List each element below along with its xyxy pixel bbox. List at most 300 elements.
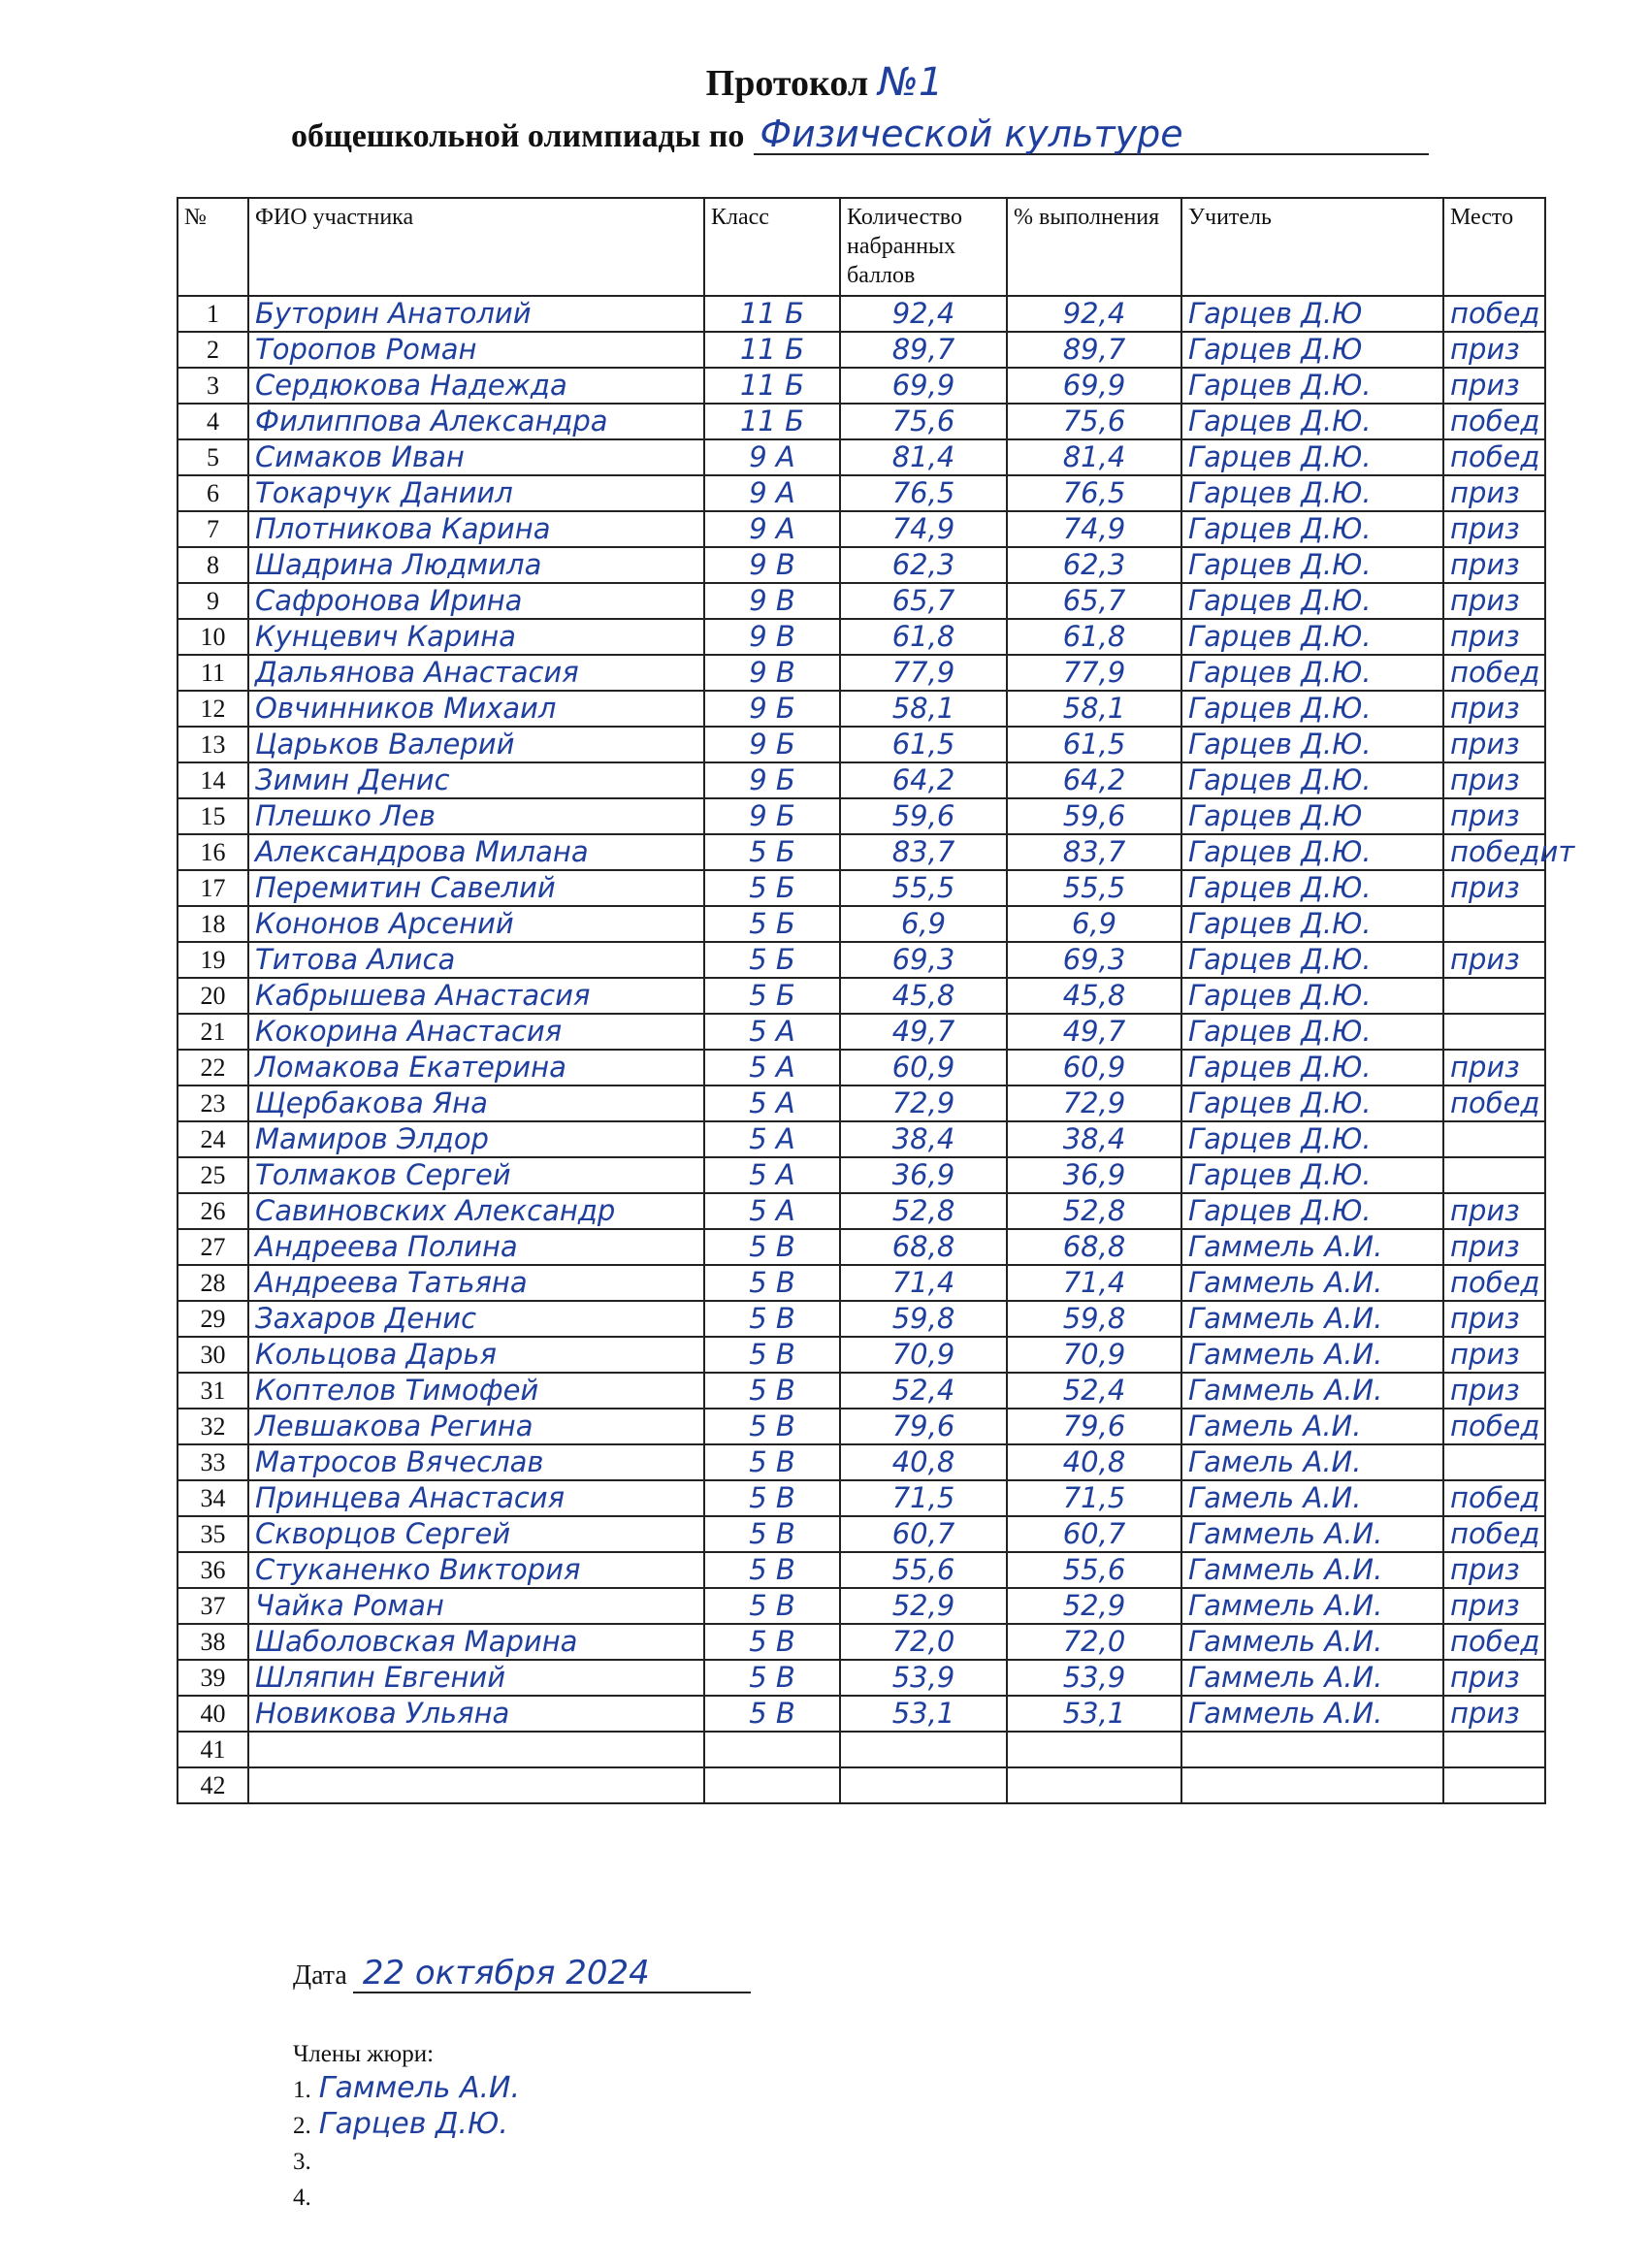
- teacher-cell: Гарцев Д.Ю.: [1181, 1014, 1443, 1050]
- row-number: 16: [178, 834, 248, 870]
- percent-cell: 71,4: [1007, 1265, 1181, 1301]
- teacher-cell: Гарцев Д.Ю.: [1181, 1157, 1443, 1193]
- percent-cell: 79,6: [1007, 1409, 1181, 1444]
- place-cell: приз: [1443, 691, 1545, 727]
- participant-name: Савиновских Александр: [248, 1193, 704, 1229]
- percent-cell: 61,8: [1007, 619, 1181, 655]
- class-cell: 5 В: [704, 1696, 840, 1732]
- participant-name: Плешко Лев: [248, 798, 704, 834]
- place-cell: [1443, 978, 1545, 1014]
- percent-cell: 81,4: [1007, 439, 1181, 475]
- row-number: 32: [178, 1409, 248, 1444]
- participant-name: Левшакова Регина: [248, 1409, 704, 1444]
- row-number: 25: [178, 1157, 248, 1193]
- row-number: 22: [178, 1050, 248, 1085]
- row-number: 18: [178, 906, 248, 942]
- class-cell: 9 Б: [704, 727, 840, 762]
- table-row: [178, 1193, 1545, 1229]
- participant-name: [248, 1732, 704, 1767]
- score-cell: 69,3: [840, 942, 1007, 978]
- table-row: [178, 1588, 1545, 1624]
- table-row: [178, 511, 1545, 547]
- score-cell: 89,7: [840, 332, 1007, 368]
- row-number: 27: [178, 1229, 248, 1265]
- percent-cell: 69,3: [1007, 942, 1181, 978]
- table-row: [178, 1660, 1545, 1696]
- table-row: [178, 1121, 1545, 1157]
- participant-name: Кунцевич Карина: [248, 619, 704, 655]
- table-row: [178, 1696, 1545, 1732]
- score-cell: 52,8: [840, 1193, 1007, 1229]
- row-number: 13: [178, 727, 248, 762]
- class-cell: 9 Б: [704, 762, 840, 798]
- participant-name: Сердюкова Надежда: [248, 368, 704, 404]
- class-cell: 5 А: [704, 1121, 840, 1157]
- row-number: 17: [178, 870, 248, 906]
- participant-name: Царьков Валерий: [248, 727, 704, 762]
- score-cell: 53,1: [840, 1696, 1007, 1732]
- teacher-cell: Гарцев Д.Ю.: [1181, 1121, 1443, 1157]
- teacher-cell: Гарцев Д.Ю.: [1181, 655, 1443, 691]
- jury-member-name: Гарцев Д.Ю.: [318, 2107, 508, 2141]
- teacher-cell: Гарцев Д.Ю.: [1181, 583, 1443, 619]
- class-cell: 5 В: [704, 1229, 840, 1265]
- participant-name: Кольцова Дарья: [248, 1337, 704, 1373]
- table-row: [178, 655, 1545, 691]
- score-cell: 72,0: [840, 1624, 1007, 1660]
- row-number: 29: [178, 1301, 248, 1337]
- teacher-cell: Гарцев Д.Ю.: [1181, 404, 1443, 439]
- participant-name: Симаков Иван: [248, 439, 704, 475]
- row-number: 31: [178, 1373, 248, 1409]
- place-cell: [1443, 906, 1545, 942]
- percent-cell: 74,9: [1007, 511, 1181, 547]
- col-header-name: ФИО участника: [248, 198, 704, 296]
- class-cell: 5 В: [704, 1409, 840, 1444]
- percent-cell: 92,4: [1007, 296, 1181, 332]
- table-row: [178, 834, 1545, 870]
- class-cell: [704, 1767, 840, 1803]
- score-cell: 38,4: [840, 1121, 1007, 1157]
- row-number: 23: [178, 1085, 248, 1121]
- score-cell: 61,8: [840, 619, 1007, 655]
- place-cell: побед: [1443, 1516, 1545, 1552]
- table-row: [178, 1014, 1545, 1050]
- percent-cell: 55,5: [1007, 870, 1181, 906]
- participant-name: Торопов Роман: [248, 332, 704, 368]
- score-cell: 52,9: [840, 1588, 1007, 1624]
- teacher-cell: Гарцев Д.Ю.: [1181, 547, 1443, 583]
- place-cell: приз: [1443, 1696, 1545, 1732]
- participant-name: Токарчук Даниил: [248, 475, 704, 511]
- table-row: [178, 870, 1545, 906]
- table-row: [178, 1732, 1545, 1767]
- table-row: [178, 1624, 1545, 1660]
- percent-cell: 49,7: [1007, 1014, 1181, 1050]
- place-cell: побед: [1443, 1480, 1545, 1516]
- participant-name: Чайка Роман: [248, 1588, 704, 1624]
- teacher-cell: Гарцев Д.Ю.: [1181, 691, 1443, 727]
- place-cell: приз: [1443, 1588, 1545, 1624]
- table-row: [178, 762, 1545, 798]
- class-cell: 5 В: [704, 1660, 840, 1696]
- percent-cell: 75,6: [1007, 404, 1181, 439]
- teacher-cell: Гарцев Д.Ю.: [1181, 1050, 1443, 1085]
- score-cell: 71,5: [840, 1480, 1007, 1516]
- class-cell: 5 В: [704, 1265, 840, 1301]
- row-number: 10: [178, 619, 248, 655]
- protocol-number: №1: [878, 60, 944, 105]
- percent-cell: [1007, 1732, 1181, 1767]
- table-row: [178, 1409, 1545, 1444]
- score-cell: 71,4: [840, 1265, 1007, 1301]
- percent-cell: 71,5: [1007, 1480, 1181, 1516]
- place-cell: приз: [1443, 727, 1545, 762]
- place-cell: побед: [1443, 404, 1545, 439]
- participant-name: Стуканенко Виктория: [248, 1552, 704, 1588]
- score-cell: 92,4: [840, 296, 1007, 332]
- subject-value: Физической культуре: [754, 114, 1429, 155]
- class-cell: 9 В: [704, 655, 840, 691]
- teacher-cell: Гарцев Д.Ю.: [1181, 906, 1443, 942]
- place-cell: побед: [1443, 1085, 1545, 1121]
- place-cell: приз: [1443, 1373, 1545, 1409]
- percent-cell: 58,1: [1007, 691, 1181, 727]
- row-number: 9: [178, 583, 248, 619]
- score-cell: 77,9: [840, 655, 1007, 691]
- score-cell: 60,9: [840, 1050, 1007, 1085]
- teacher-cell: Гарцев Д.Ю.: [1181, 1193, 1443, 1229]
- percent-cell: 52,8: [1007, 1193, 1181, 1229]
- row-number: 4: [178, 404, 248, 439]
- row-number: 1: [178, 296, 248, 332]
- participant-name: Титова Алиса: [248, 942, 704, 978]
- date-value: 22 октября 2024: [353, 1955, 751, 1993]
- place-cell: побед: [1443, 1409, 1545, 1444]
- participant-name: Скворцов Сергей: [248, 1516, 704, 1552]
- participant-name: Дальянова Анастасия: [248, 655, 704, 691]
- place-cell: побед: [1443, 1624, 1545, 1660]
- teacher-cell: Гарцев Д.Ю.: [1181, 870, 1443, 906]
- place-cell: приз: [1443, 798, 1545, 834]
- percent-cell: 89,7: [1007, 332, 1181, 368]
- score-cell: 83,7: [840, 834, 1007, 870]
- table-row: [178, 1480, 1545, 1516]
- class-cell: 5 Б: [704, 942, 840, 978]
- participant-name: Толмаков Сергей: [248, 1157, 704, 1193]
- score-cell: 59,6: [840, 798, 1007, 834]
- participant-name: Захаров Денис: [248, 1301, 704, 1337]
- place-cell: приз: [1443, 1301, 1545, 1337]
- table-row: [178, 368, 1545, 404]
- table-row: [178, 296, 1545, 332]
- place-cell: побед: [1443, 655, 1545, 691]
- row-number: 34: [178, 1480, 248, 1516]
- row-number: 24: [178, 1121, 248, 1157]
- place-cell: приз: [1443, 942, 1545, 978]
- teacher-cell: Гарцев Д.Ю.: [1181, 439, 1443, 475]
- participant-name: Овчинников Михаил: [248, 691, 704, 727]
- place-cell: [1443, 1732, 1545, 1767]
- row-number: 21: [178, 1014, 248, 1050]
- score-cell: 52,4: [840, 1373, 1007, 1409]
- teacher-cell: Гарцев Д.Ю: [1181, 332, 1443, 368]
- row-number: 6: [178, 475, 248, 511]
- score-cell: 62,3: [840, 547, 1007, 583]
- row-number: 8: [178, 547, 248, 583]
- table-row: [178, 1767, 1545, 1803]
- percent-cell: 6,9: [1007, 906, 1181, 942]
- percent-cell: [1007, 1767, 1181, 1803]
- percent-cell: 60,9: [1007, 1050, 1181, 1085]
- percent-cell: 76,5: [1007, 475, 1181, 511]
- row-number: 41: [178, 1732, 248, 1767]
- score-cell: 55,6: [840, 1552, 1007, 1588]
- class-cell: 5 В: [704, 1588, 840, 1624]
- table-row: [178, 727, 1545, 762]
- teacher-cell: Гарцев Д.Ю.: [1181, 368, 1443, 404]
- class-cell: 5 А: [704, 1014, 840, 1050]
- subject-line: [291, 114, 1429, 155]
- class-cell: 5 В: [704, 1552, 840, 1588]
- row-number: 7: [178, 511, 248, 547]
- class-cell: 5 В: [704, 1624, 840, 1660]
- place-cell: победит: [1443, 834, 1545, 870]
- class-cell: 5 Б: [704, 906, 840, 942]
- class-cell: 11 Б: [704, 404, 840, 439]
- jury-member: 4.: [293, 2185, 311, 2211]
- teacher-cell: Гаммель А.И.: [1181, 1588, 1443, 1624]
- table-row: [178, 798, 1545, 834]
- percent-cell: 59,8: [1007, 1301, 1181, 1337]
- participant-name: Сафронова Ирина: [248, 583, 704, 619]
- percent-cell: 59,6: [1007, 798, 1181, 834]
- teacher-cell: Гаммель А.И.: [1181, 1229, 1443, 1265]
- score-cell: [840, 1732, 1007, 1767]
- teacher-cell: Гаммель А.И.: [1181, 1660, 1443, 1696]
- participant-name: Шляпин Евгений: [248, 1660, 704, 1696]
- class-cell: 5 Б: [704, 870, 840, 906]
- participant-name: Матросов Вячеслав: [248, 1444, 704, 1480]
- score-cell: 49,7: [840, 1014, 1007, 1050]
- score-cell: 74,9: [840, 511, 1007, 547]
- teacher-cell: Гаммель А.И.: [1181, 1624, 1443, 1660]
- participant-name: Щербакова Яна: [248, 1085, 704, 1121]
- teacher-cell: [1181, 1732, 1443, 1767]
- place-cell: приз: [1443, 1193, 1545, 1229]
- table-row: [178, 1301, 1545, 1337]
- table-row: [178, 691, 1545, 727]
- participant-name: Ломакова Екатерина: [248, 1050, 704, 1085]
- table-header-row: [178, 198, 1545, 296]
- table-row: [178, 1552, 1545, 1588]
- percent-cell: 64,2: [1007, 762, 1181, 798]
- teacher-cell: Гаммель А.И.: [1181, 1552, 1443, 1588]
- table-row: [178, 1050, 1545, 1085]
- score-cell: 65,7: [840, 583, 1007, 619]
- class-cell: 5 В: [704, 1373, 840, 1409]
- table-row: [178, 404, 1545, 439]
- participant-name: Андреева Татьяна: [248, 1265, 704, 1301]
- col-header-score: Количество набранных баллов: [840, 198, 1007, 296]
- row-number: 20: [178, 978, 248, 1014]
- row-number: 15: [178, 798, 248, 834]
- row-number: 3: [178, 368, 248, 404]
- table-row: [178, 1085, 1545, 1121]
- col-header-number: №: [178, 198, 248, 296]
- row-number: 40: [178, 1696, 248, 1732]
- class-cell: 5 А: [704, 1193, 840, 1229]
- place-cell: приз: [1443, 1229, 1545, 1265]
- percent-cell: 38,4: [1007, 1121, 1181, 1157]
- row-number: 33: [178, 1444, 248, 1480]
- class-cell: 9 А: [704, 511, 840, 547]
- place-cell: [1443, 1767, 1545, 1803]
- percent-cell: 53,1: [1007, 1696, 1181, 1732]
- date-block: [293, 1955, 751, 1993]
- place-cell: приз: [1443, 1552, 1545, 1588]
- table-row: [178, 1516, 1545, 1552]
- class-cell: 9 Б: [704, 798, 840, 834]
- place-cell: приз: [1443, 1660, 1545, 1696]
- teacher-cell: Гаммель А.И.: [1181, 1516, 1443, 1552]
- class-cell: 5 А: [704, 1157, 840, 1193]
- jury-member: 1. Гаммель А.И.: [293, 2071, 520, 2105]
- row-number: 35: [178, 1516, 248, 1552]
- percent-cell: 77,9: [1007, 655, 1181, 691]
- teacher-cell: Гарцев Д.Ю: [1181, 296, 1443, 332]
- participant-name: Кононов Арсений: [248, 906, 704, 942]
- place-cell: побед: [1443, 296, 1545, 332]
- row-number: 2: [178, 332, 248, 368]
- jury-member-name: Гаммель А.И.: [318, 2071, 520, 2105]
- class-cell: [704, 1732, 840, 1767]
- participant-name: Андреева Полина: [248, 1229, 704, 1265]
- place-cell: [1443, 1444, 1545, 1480]
- score-cell: 75,6: [840, 404, 1007, 439]
- score-cell: 53,9: [840, 1660, 1007, 1696]
- teacher-cell: Гарцев Д.Ю.: [1181, 942, 1443, 978]
- teacher-cell: Гамель А.И.: [1181, 1409, 1443, 1444]
- percent-cell: 69,9: [1007, 368, 1181, 404]
- table-row: [178, 978, 1545, 1014]
- class-cell: 5 Б: [704, 978, 840, 1014]
- row-number: 26: [178, 1193, 248, 1229]
- teacher-cell: Гаммель А.И.: [1181, 1696, 1443, 1732]
- teacher-cell: Гарцев Д.Ю.: [1181, 619, 1443, 655]
- class-cell: 5 Б: [704, 834, 840, 870]
- row-number: 5: [178, 439, 248, 475]
- table-row: [178, 1157, 1545, 1193]
- score-cell: [840, 1767, 1007, 1803]
- row-number: 11: [178, 655, 248, 691]
- class-cell: 5 В: [704, 1444, 840, 1480]
- participant-name: [248, 1767, 704, 1803]
- percent-cell: 62,3: [1007, 547, 1181, 583]
- score-cell: 59,8: [840, 1301, 1007, 1337]
- jury-block: [293, 2037, 520, 2215]
- score-cell: 81,4: [840, 439, 1007, 475]
- row-number: 37: [178, 1588, 248, 1624]
- class-cell: 5 А: [704, 1085, 840, 1121]
- percent-cell: 65,7: [1007, 583, 1181, 619]
- teacher-cell: Гаммель А.И.: [1181, 1337, 1443, 1373]
- place-cell: приз: [1443, 583, 1545, 619]
- row-number: 28: [178, 1265, 248, 1301]
- class-cell: 11 Б: [704, 332, 840, 368]
- percent-cell: 52,9: [1007, 1588, 1181, 1624]
- row-number: 19: [178, 942, 248, 978]
- participant-name: Филиппова Александра: [248, 404, 704, 439]
- teacher-cell: Гамель А.И.: [1181, 1444, 1443, 1480]
- row-number: 12: [178, 691, 248, 727]
- class-cell: 5 В: [704, 1516, 840, 1552]
- participant-name: Кабрышева Анастасия: [248, 978, 704, 1014]
- table-row: [178, 942, 1545, 978]
- teacher-cell: Гаммель А.И.: [1181, 1301, 1443, 1337]
- row-number: 39: [178, 1660, 248, 1696]
- score-cell: 40,8: [840, 1444, 1007, 1480]
- teacher-cell: Гарцев Д.Ю.: [1181, 727, 1443, 762]
- class-cell: 9 А: [704, 439, 840, 475]
- class-cell: 5 В: [704, 1480, 840, 1516]
- jury-member: 3.: [293, 2149, 311, 2175]
- participant-name: Перемитин Савелий: [248, 870, 704, 906]
- score-cell: 60,7: [840, 1516, 1007, 1552]
- table-row: [178, 1337, 1545, 1373]
- percent-cell: 36,9: [1007, 1157, 1181, 1193]
- percent-cell: 72,0: [1007, 1624, 1181, 1660]
- col-header-percent: % выполнения: [1007, 198, 1181, 296]
- col-header-class: Класс: [704, 198, 840, 296]
- participant-name: Кокорина Анастасия: [248, 1014, 704, 1050]
- row-number: 42: [178, 1767, 248, 1803]
- row-number: 14: [178, 762, 248, 798]
- col-header-teacher: Учитель: [1181, 198, 1443, 296]
- score-cell: 64,2: [840, 762, 1007, 798]
- class-cell: 9 Б: [704, 691, 840, 727]
- participant-name: Коптелов Тимофей: [248, 1373, 704, 1409]
- percent-cell: 70,9: [1007, 1337, 1181, 1373]
- participant-name: Зимин Денис: [248, 762, 704, 798]
- place-cell: приз: [1443, 1050, 1545, 1085]
- score-cell: 61,5: [840, 727, 1007, 762]
- table-row: [178, 547, 1545, 583]
- percent-cell: 72,9: [1007, 1085, 1181, 1121]
- col-header-place: Место: [1443, 198, 1545, 296]
- class-cell: 9 В: [704, 619, 840, 655]
- class-cell: 9 А: [704, 475, 840, 511]
- subject-prefix: общешкольной олимпиады по: [291, 118, 745, 154]
- percent-cell: 52,4: [1007, 1373, 1181, 1409]
- table-row: [178, 439, 1545, 475]
- teacher-cell: Гамель А.И.: [1181, 1480, 1443, 1516]
- place-cell: приз: [1443, 332, 1545, 368]
- row-number: 38: [178, 1624, 248, 1660]
- place-cell: [1443, 1014, 1545, 1050]
- participant-name: Шадрина Людмила: [248, 547, 704, 583]
- jury-label: Члены жюри:: [293, 2041, 435, 2067]
- table-row: [178, 583, 1545, 619]
- percent-cell: 83,7: [1007, 834, 1181, 870]
- table-row: [178, 1265, 1545, 1301]
- teacher-cell: Гарцев Д.Ю.: [1181, 762, 1443, 798]
- score-cell: 79,6: [840, 1409, 1007, 1444]
- class-cell: 5 В: [704, 1301, 840, 1337]
- teacher-cell: Гаммель А.И.: [1181, 1265, 1443, 1301]
- score-cell: 6,9: [840, 906, 1007, 942]
- participant-name: Новикова Ульяна: [248, 1696, 704, 1732]
